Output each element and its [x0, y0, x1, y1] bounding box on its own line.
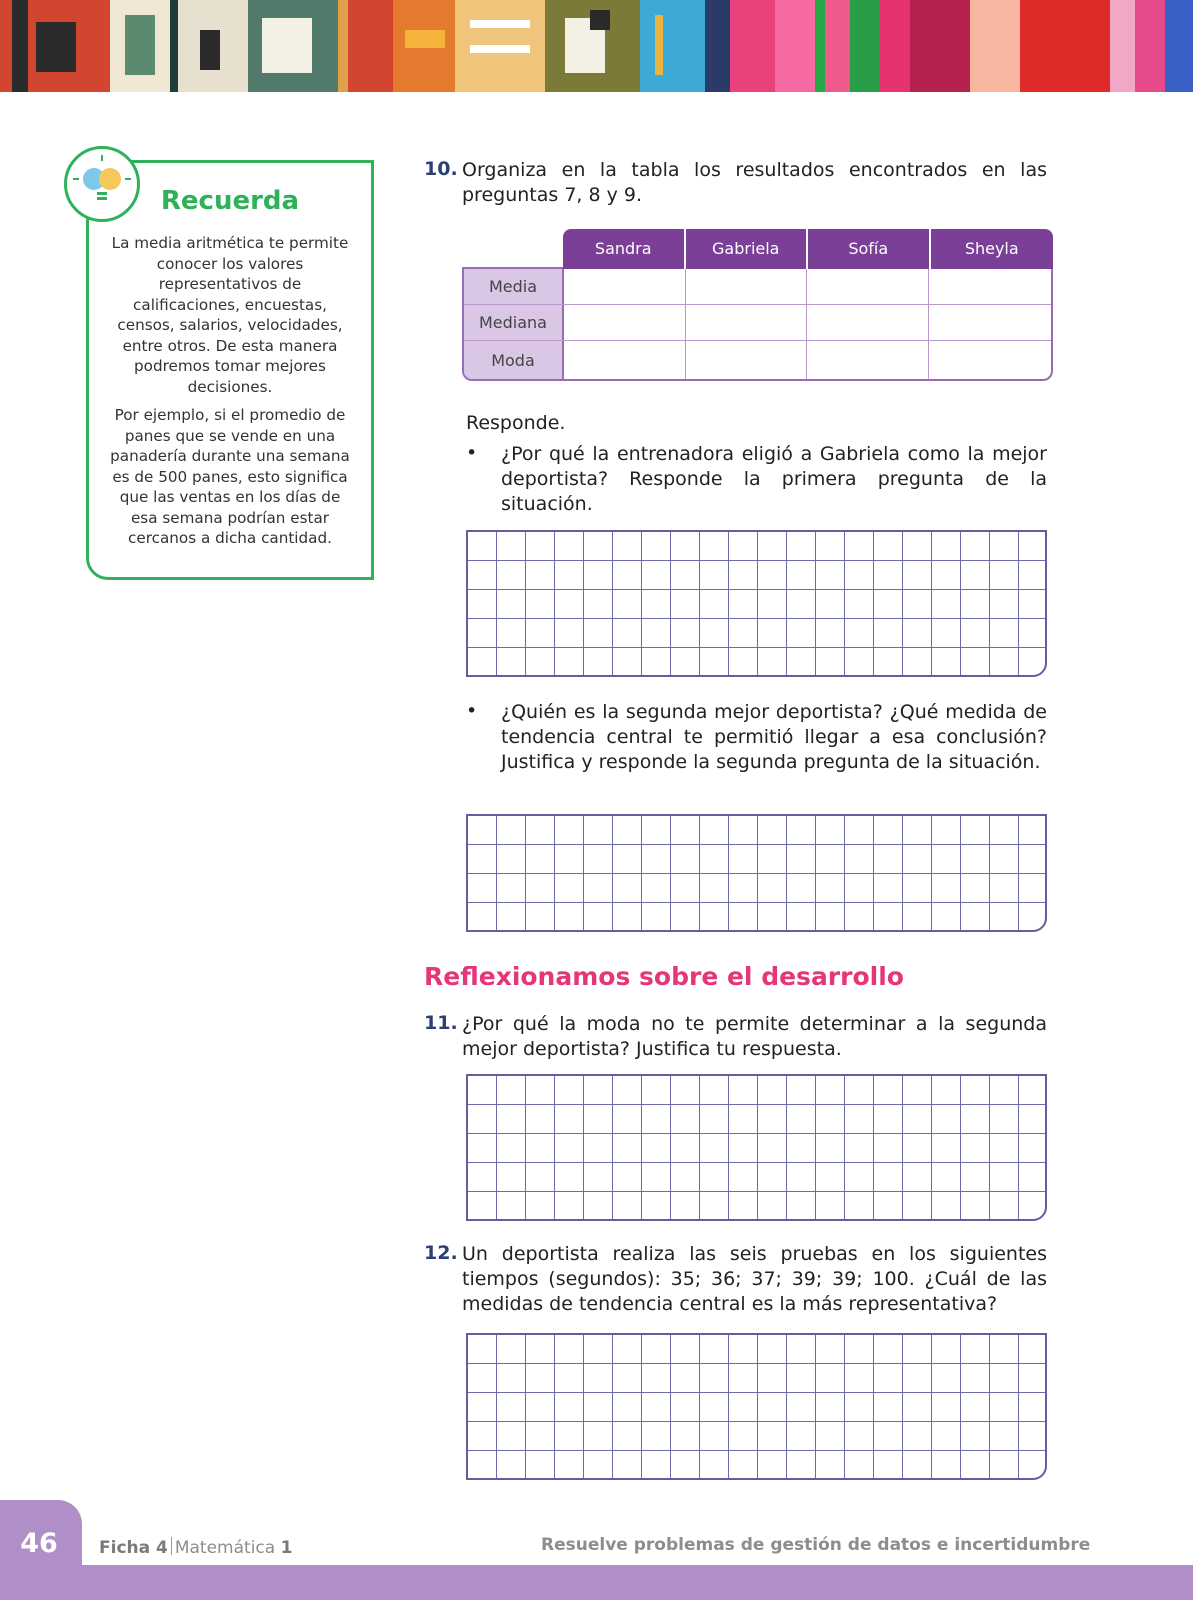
question-10-bullet-2: ¿Quién es la segunda mejor deportista? ¿Qué medida de tendencia central te permitió llegar a esa conclusión? Justifica y responde la segunda pregunta de la situación.	[501, 701, 1047, 773]
grade-label: 1	[280, 1538, 293, 1558]
bullet-marker: •	[466, 700, 478, 722]
responde-label: Responde.	[466, 412, 566, 434]
recuerda-paragraph-2: Por ejemplo, si el promedio de panes que se vende en una panadería durante una semana es de 500 panes, esto significa que las ventas en los días de esa semana podrían estar cercanos a dicha cantidad.	[110, 406, 350, 547]
table-cell-input[interactable]	[807, 341, 929, 379]
results-table-header	[563, 229, 1053, 269]
table-cell-input[interactable]	[807, 269, 929, 304]
table-cell-input[interactable]	[686, 305, 808, 340]
question-12-number: 12.	[424, 1242, 458, 1264]
page-number: 46	[20, 1528, 58, 1559]
decorative-textile-band	[0, 0, 1193, 92]
question-12-text: Un deportista realiza las seis pruebas en los siguientes tiempos (segundos): 35; 36; 37; 39; 39; 100. ¿Cuál de las medidas de tendencia central es la más representativa?	[462, 1243, 1047, 1315]
table-cell-input[interactable]	[564, 305, 686, 340]
column-header: Sandra	[563, 229, 686, 269]
footer-separator	[171, 1537, 172, 1555]
recuerda-title: Recuerda	[160, 186, 300, 216]
subject-label: Matemática	[174, 1538, 276, 1558]
table-cell-input[interactable]	[686, 269, 808, 304]
footer-competency: Resuelve problemas de gestión de datos e incertidumbre	[541, 1535, 1091, 1555]
table-row	[464, 341, 1051, 379]
row-label: Media	[464, 269, 564, 304]
footer-ficha	[99, 1537, 292, 1558]
answer-grid-2[interactable]	[466, 814, 1047, 932]
table-row	[464, 269, 1051, 305]
answer-grid-1[interactable]	[466, 530, 1047, 677]
footer-bar	[0, 1565, 1193, 1600]
answer-grid-4[interactable]	[466, 1333, 1047, 1480]
table-cell-input[interactable]	[564, 341, 686, 379]
table-cell-input[interactable]	[929, 341, 1051, 379]
table-cell-input[interactable]	[929, 269, 1051, 304]
table-cell-input[interactable]	[929, 305, 1051, 340]
answer-grid-3[interactable]	[466, 1074, 1047, 1221]
question-10-bullet-1: ¿Por qué la entrenadora eligió a Gabriela como la mejor deportista? Responde la primera pregunta de la situación.	[501, 443, 1047, 515]
bullet-marker: •	[466, 442, 478, 464]
table-row	[464, 305, 1051, 341]
table-cell-input[interactable]	[807, 305, 929, 340]
results-table	[462, 269, 1053, 381]
column-header: Sheyla	[964, 239, 1019, 258]
question-11-text: ¿Por qué la moda no te permite determinar a la segunda mejor deportista? Justifica tu respuesta.	[462, 1013, 1047, 1060]
section-heading: Reflexionamos sobre el desarrollo	[424, 962, 904, 991]
row-label: Moda	[464, 341, 564, 379]
table-cell-input[interactable]	[686, 341, 808, 379]
question-11-number: 11.	[424, 1012, 458, 1034]
column-header: Sofía	[808, 229, 931, 269]
question-10-number: 10.	[424, 158, 458, 180]
row-label: Mediana	[464, 305, 564, 340]
ficha-label: Ficha 4	[99, 1538, 168, 1558]
column-header: Gabriela	[686, 229, 809, 269]
table-cell-input[interactable]	[564, 269, 686, 304]
question-10-text: Organiza en la tabla los resultados encontrados en las preguntas 7, 8 y 9.	[462, 159, 1047, 206]
recuerda-paragraph-1: La media aritmética te permite conocer los valores representativos de calificaciones, encuestas, censos, salarios, velocidades, entre otros. De esta manera podremos tomar mejores decisiones.	[111, 234, 349, 396]
